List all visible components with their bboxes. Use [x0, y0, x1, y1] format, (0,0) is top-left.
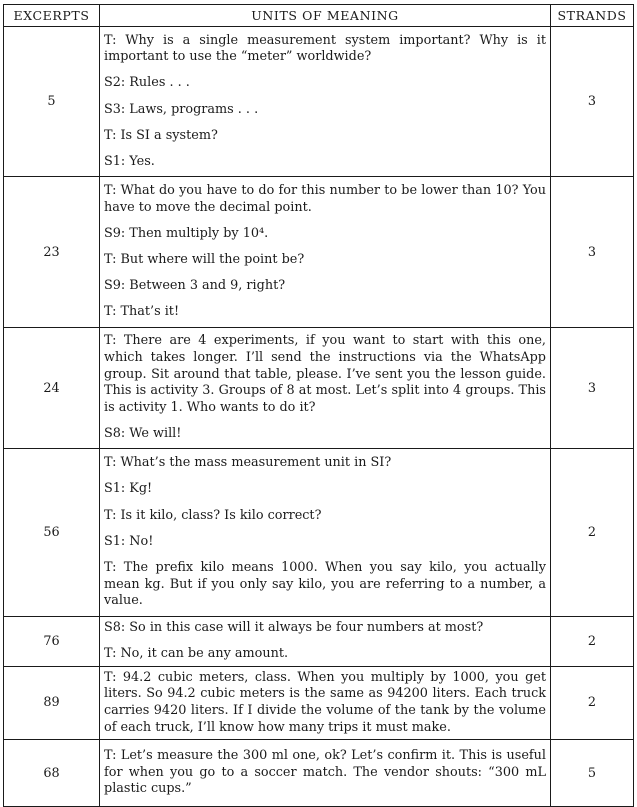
dialogue-line: T: Is it kilo, class? Is kilo correct?	[104, 507, 322, 523]
dialogue-line: T: Let’s measure the 300 ml one, ok? Let’s confirm it. This is useful for when you go to a soccer match. The vendor shouts: “300 mL plastic cups.”	[104, 748, 546, 797]
units-of-meaning-cell	[100, 666, 551, 739]
units-of-meaning-table	[3, 4, 634, 807]
dialogue-line: T: But where will the point be?	[104, 252, 305, 267]
dialogue-line: S2: Rules . . .	[104, 75, 190, 91]
excerpt-number: 76	[4, 617, 100, 667]
units-of-meaning-cell	[100, 617, 551, 667]
excerpt-number: 68	[4, 740, 100, 807]
table-row	[4, 27, 634, 177]
dialogue-line: S1: Kg!	[104, 481, 153, 497]
dialogue-line: T: That’s it!	[104, 304, 180, 320]
strands-count: 2	[551, 666, 634, 739]
dialogue-line: S1: Yes.	[104, 153, 155, 169]
units-of-meaning-cell	[100, 27, 551, 177]
dialogue-line: T: What do you have to do for this number to be lower than 10? You have to move the decimal point.	[104, 183, 546, 215]
dialogue-line: T: There are 4 experiments, if you want to start with this one, which takes longer. I’ll send the instructions via the WhatsApp group. Sit around that table, please. I’ve sent you the lesson guide. This is activity 3. Groups of 8 at most. Let’s split into 4 groups. This is activity 1. Who wants to do it?	[104, 333, 546, 415]
header-strands: STRANDS	[551, 5, 634, 27]
table-row	[4, 666, 634, 739]
excerpt-number: 23	[4, 177, 100, 328]
excerpt-number: 5	[4, 27, 100, 177]
table-row	[4, 177, 634, 328]
dialogue-line: T: No, it can be any amount.	[104, 646, 289, 662]
dialogue-line: S9: Then multiply by 10⁴.	[104, 225, 269, 241]
table-row	[4, 328, 634, 449]
units-of-meaning-cell	[100, 177, 551, 328]
strands-count: 5	[551, 740, 634, 807]
header-row	[4, 5, 634, 27]
units-of-meaning-cell	[100, 449, 551, 617]
dialogue-line: T: What’s the mass measurement unit in SI?	[104, 455, 392, 471]
header-units-of-meaning: UNITS OF MEANING	[100, 5, 551, 27]
strands-count: 2	[551, 617, 634, 667]
excerpt-number: 56	[4, 449, 100, 617]
dialogue-line: T: Why is a single measurement system important? Why is it important to use the “meter” worldwide?	[104, 32, 546, 65]
table-row	[4, 617, 634, 667]
dialogue-line: S3: Laws, programs . . .	[104, 101, 259, 117]
excerpt-number: 24	[4, 328, 100, 449]
strands-count: 2	[551, 449, 634, 617]
table-body	[4, 27, 634, 807]
header-excerpts: EXCERPTS	[4, 5, 100, 27]
units-of-meaning-cell	[100, 740, 551, 807]
dialogue-line: S9: Between 3 and 9, right?	[104, 278, 286, 294]
table-row	[4, 740, 634, 807]
dialogue-line: T: 94.2 cubic meters, class. When you multiply by 1000, you get liters. So 94.2 cubic meters is the same as 94200 liters. Each truck carries 9420 liters. If I divide the volume of the tank by the volume of each truck, I’ll know how many trips it must make.	[104, 669, 546, 735]
strands-count: 3	[551, 177, 634, 328]
dialogue-line: T: Is SI a system?	[104, 127, 218, 143]
excerpt-number: 89	[4, 666, 100, 739]
strands-count: 3	[551, 27, 634, 177]
strands-count: 3	[551, 328, 634, 449]
dialogue-line: S1: No!	[104, 533, 154, 549]
units-of-meaning-cell	[100, 328, 551, 449]
table-row	[4, 449, 634, 617]
dialogue-line: S8: We will!	[104, 425, 182, 441]
dialogue-line: S8: So in this case will it always be four numbers at most?	[104, 620, 484, 635]
dialogue-line: T: The prefix kilo means 1000. When you say kilo, you actually mean kg. But if you only say kilo, you are referring to a number, a value.	[104, 559, 546, 609]
